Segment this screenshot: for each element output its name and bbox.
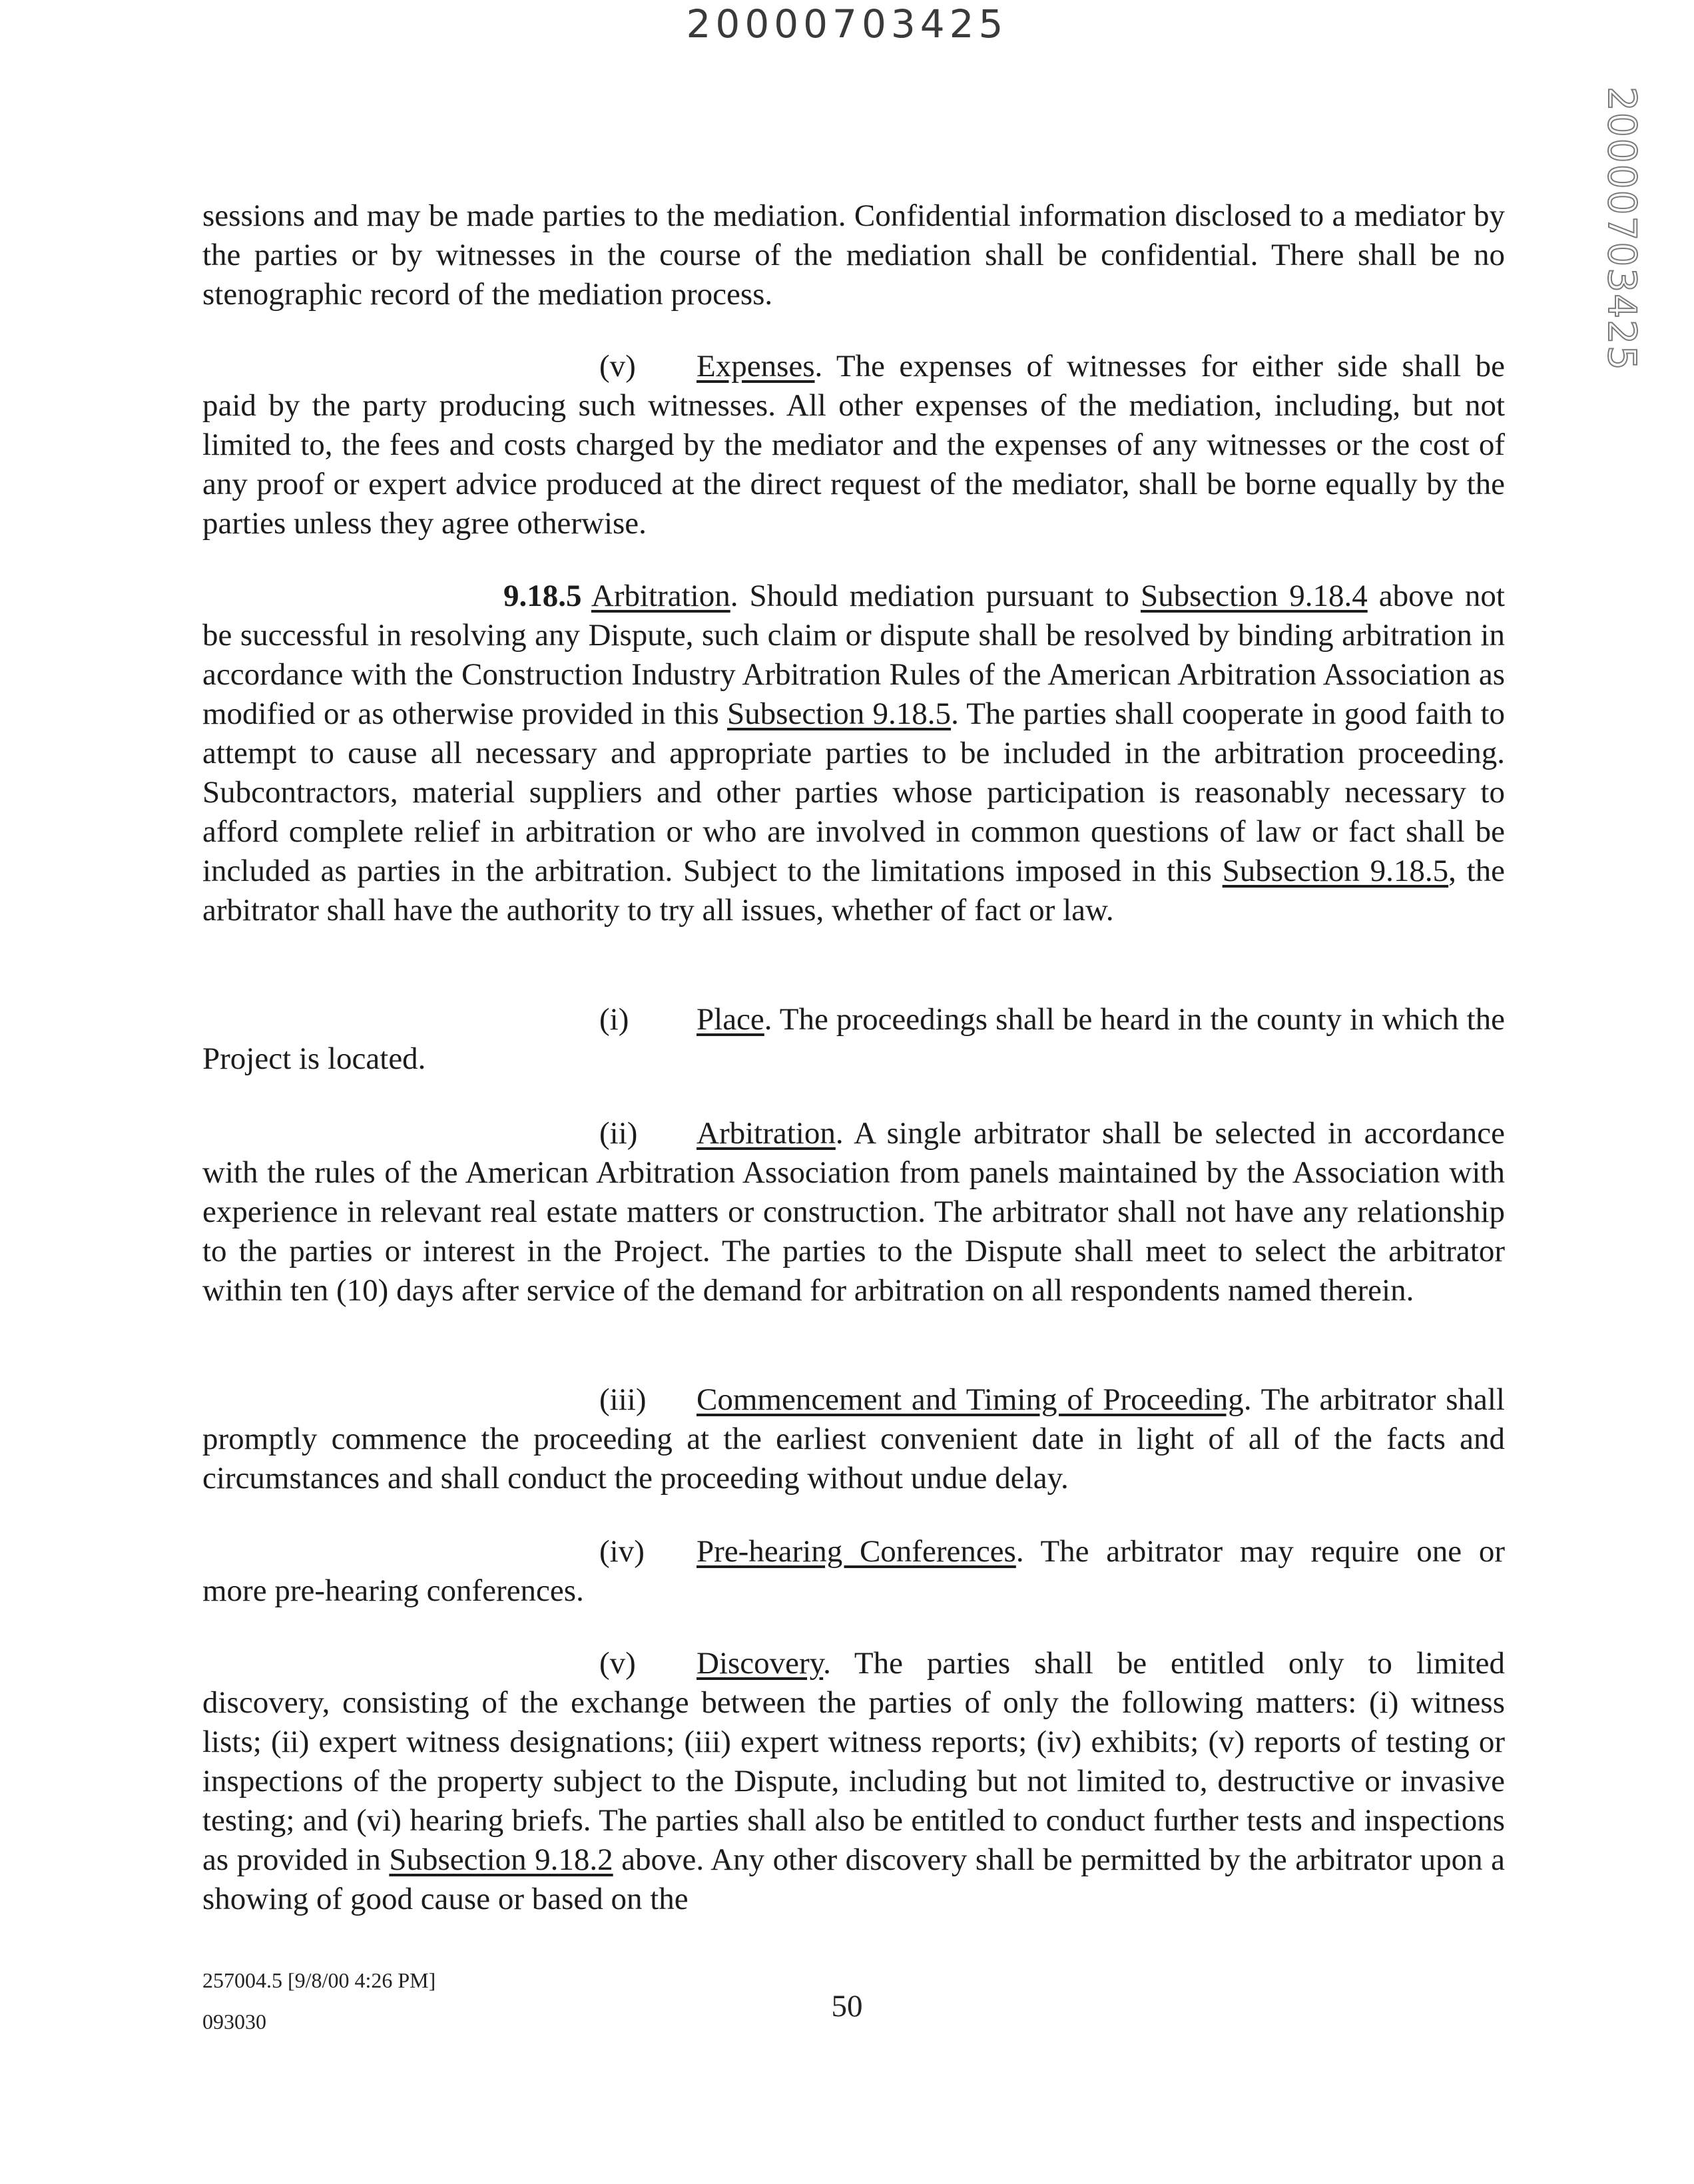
clause-heading: Pre-hearing Conferences (697, 1534, 1016, 1569)
clause-commencement (202, 1380, 1505, 1498)
section-text: above not be successful in resolving any Dispute, such claim or dispute shall be resolved by binding arbitration in accordance with the Construction Industry Arbitration Rules of the American Arbitration Association as modified or as otherwise provided in this (202, 579, 1505, 731)
section-number: 9.18.5 (503, 579, 582, 613)
section-9-18-5-arbitration (202, 577, 1505, 930)
clause-pre-hearing (202, 1532, 1505, 1611)
clause-discovery (202, 1644, 1505, 1919)
clause-heading: Arbitration (697, 1116, 836, 1151)
clause-text: above. Any other discovery shall be permitted by the arbitrator upon a showing of good cause or based on the (202, 1842, 1505, 1916)
clause-heading: Discovery (697, 1646, 824, 1681)
subsection-reference: Subsection 9.18.4 (1140, 579, 1368, 613)
clause-text: . The proceedings shall be heard in the county in which the Project is located. (202, 1002, 1505, 1076)
subsection-reference: Subsection 9.18.5 (1222, 854, 1449, 888)
section-text: , the arbitrator shall have the authority to try all issues, whether of fact or law. (202, 854, 1505, 928)
clause-text: . The expenses of witnesses for either side shall be paid by the party producing such witnesses. All other expenses of the mediation, including, but not limited to, the fees and costs charged by the mediator and the expenses of any witnesses or the cost of any proof or expert advice produced at the direct request of the mediator, shall be borne equally by the parties unless they agree otherwise. (202, 349, 1505, 541)
paragraph-expenses (202, 347, 1505, 543)
paragraph-mediation-confidentiality (202, 196, 1505, 314)
clause-label: (ii) (599, 1116, 638, 1151)
clause-label: (iv) (599, 1534, 645, 1569)
footer-client-number: 093030 (202, 2010, 266, 2034)
clause-heading: Place (697, 1002, 764, 1037)
side-stamp-text: 20000703425 (1599, 87, 1645, 372)
subsection-reference: Subsection 9.18.5 (727, 696, 952, 731)
document-number-header: 20000703425 (686, 1, 1008, 47)
clause-label: (i) (599, 1002, 629, 1037)
section-text: . Should mediation pursuant to (730, 579, 1141, 613)
section-text: . The parties shall cooperate in good faith to attempt to cause all necessary and appropriate parties to be included in the arbitration proceeding. Subcontractors, material suppliers and other parties whose participation is reasonably necessary to afford complete relief in arbitration or who are involved in common questions of law or fact shall be included as parties in the arbitration. Subject to the limitations imposed in this (202, 696, 1506, 888)
footer-page-number: 50 (831, 1989, 863, 2024)
clause-label: (v) (599, 1646, 636, 1681)
footer-document-id: 257004.5 [9/8/00 4:26 PM] (202, 1968, 436, 1992)
subsection-reference: Subsection 9.18.2 (389, 1842, 613, 1877)
clause-heading: Commencement and Timing of Proceeding (697, 1382, 1244, 1417)
section-heading: Arbitration (591, 579, 730, 613)
clause-arbitration-selection (202, 1114, 1505, 1310)
clause-heading: Expenses (697, 349, 815, 384)
clause-label: (iii) (599, 1382, 647, 1417)
clause-place (202, 1000, 1505, 1079)
clause-label: (v) (599, 349, 636, 384)
side-stamp (1593, 87, 1646, 372)
clause-text: . The arbitrator may require one or more pre-hearing conferences. (202, 1534, 1505, 1608)
paragraph-text: sessions and may be made parties to the mediation. Confidential information disclosed to a mediator by the parties or by witnesses in the course of the mediation shall be confidential. There shall be no stenographic record of the mediation process. (202, 198, 1505, 312)
clause-text: . The parties shall be entitled only to limited discovery, consisting of the exchange between the parties of only the following matters: (i) witness lists; (ii) expert witness designations; (iii) expert witness reports; (iv) exhibits; (v) reports of testing or inspections of the property subject to the Dispute, including but not limited to, destructive or invasive testing; and (vi) hearing briefs. The parties shall also be entitled to conduct further tests and inspections as provided in (202, 1646, 1505, 1877)
clause-text: . A single arbitrator shall be selected in accordance with the rules of the American Arbitration Association from panels maintained by the Association with experience in relevant real estate matters or construction. The arbitrator shall not have any relationship to the parties or interest in the Project. The parties to the Dispute shall meet to select the arbitrator within ten (10) days after service of the demand for arbitration on all respondents named therein. (202, 1116, 1505, 1308)
clause-text: . The arbitrator shall promptly commence the proceeding at the earliest convenient date in light of all of the facts and circumstances and shall conduct the proceeding without undue delay. (202, 1382, 1505, 1496)
